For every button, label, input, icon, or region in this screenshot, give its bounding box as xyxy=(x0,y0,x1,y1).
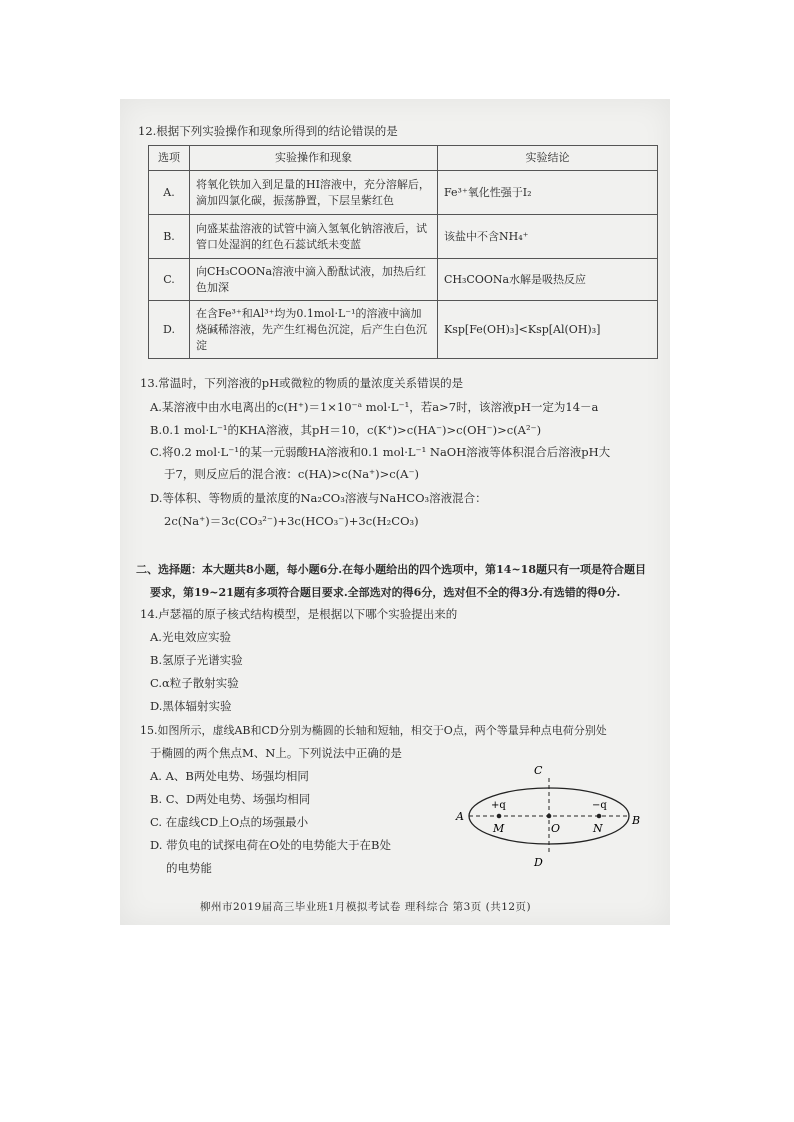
q15-option-d-line2: 的电势能 xyxy=(166,861,212,875)
table-row xyxy=(149,171,658,215)
q14-option-d: D.黑体辐射实验 xyxy=(150,699,232,713)
label-d: D xyxy=(534,856,543,868)
row-option: A. xyxy=(149,171,190,215)
q13-option-c-line2: 于7，则反应后的混合液：c(HA)>c(Na⁺)>c(A⁻) xyxy=(164,467,420,481)
focus-n-point xyxy=(597,814,602,819)
label-a: A xyxy=(456,810,464,823)
row-operation: 向盛某盐溶液的试管中滴入氢氧化钠溶液后，试管口处湿润的红色石蕊试纸未变蓝 xyxy=(190,215,438,259)
q13-option-c-line1: C.将0.2 mol·L⁻¹的某一元弱酸HA溶液和0.1 mol·L⁻¹ NaOH溶液等体积混合后溶液pH大 xyxy=(150,445,611,459)
label-m: M xyxy=(493,822,505,835)
q12-title: 12.根据下列实验操作和现象所得到的结论错误的是 xyxy=(138,124,398,138)
row-option: B. xyxy=(149,215,190,259)
row-operation: 在含Fe³⁺和Al³⁺均为0.1mol·L⁻¹的溶液中滴加烧碱稀溶液，先产生红褐色沉淀，后产生白色沉淀 xyxy=(190,301,438,359)
row-conclusion: Ksp[Fe(OH)₃]<Ksp[Al(OH)₃] xyxy=(438,301,658,359)
label-o: O xyxy=(551,822,561,835)
center-o-point xyxy=(547,814,552,819)
table-row xyxy=(149,301,658,359)
q15-title-line2: 于椭圆的两个焦点M、N上。下列说法中正确的是 xyxy=(150,746,402,760)
header-conclusion: 实验结论 xyxy=(438,146,658,171)
table-row xyxy=(149,215,658,259)
q13-option-d-line2: 2c(Na⁺)＝3c(CO₃²⁻)+3c(HCO₃⁻)+3c(H₂CO₃) xyxy=(164,514,419,528)
q14-option-c: C.α粒子散射实验 xyxy=(150,676,239,690)
row-conclusion: 该盐中不含NH₄⁺ xyxy=(438,215,658,259)
q13-title: 13.常温时，下列溶液的pH或微粒的物质的量浓度关系错误的是 xyxy=(140,376,464,390)
q15-title-line1: 15.如图所示，虚线AB和CD分别为椭圆的长轴和短轴，相交于O点，两个等量异种点电荷分别处 xyxy=(140,724,607,737)
q13-option-d-line1: D.等体积、等物质的量浓度的Na₂CO₃溶液与NaHCO₃溶液混合： xyxy=(150,491,487,505)
header-option: 选项 xyxy=(149,146,190,171)
q15-option-d-line1: D. 带负电的试探电荷在O处的电势能大于在B处 xyxy=(150,838,391,852)
header-operation: 实验操作和现象 xyxy=(190,146,438,171)
row-conclusion: Fe³⁺氧化性强于I₂ xyxy=(438,171,658,215)
section2-instruction-line2: 要求，第19~21题有多项符合题目要求.全部选对的得6分，选对但不全的得3分.有选错的得0分. xyxy=(150,586,621,599)
row-option: C. xyxy=(149,259,190,301)
q14-title: 14.卢瑟福的原子核式结构模型，是根据以下哪个实验提出来的 xyxy=(140,607,458,621)
q13-option-b: B.0.1 mol·L⁻¹的KHA溶液，其pH＝10，c(K⁺)>c(HA⁻)>c(OH⁻)>c(A²⁻) xyxy=(150,423,542,437)
section2-instruction-line1: 二、选择题：本大题共8小题，每小题6分.在每小题给出的四个选项中，第14~18题只有一项是符合题目 xyxy=(136,563,646,576)
q13-option-a: A.某溶液中由水电离出的c(H⁺)＝1×10⁻ᵃ mol·L⁻¹，若a>7时，该溶液pH一定为14－a xyxy=(150,400,599,414)
q15-option-c: C. 在虚线CD上O点的场强最小 xyxy=(150,815,309,829)
table-row xyxy=(149,259,658,301)
ellipse-charge-diagram xyxy=(450,756,660,868)
label-n: N xyxy=(593,822,603,835)
table-header-row xyxy=(149,146,658,171)
q14-option-b: B.氢原子光谱实验 xyxy=(150,653,243,667)
label-c: C xyxy=(534,764,543,777)
q12-table xyxy=(148,145,658,359)
row-option: D. xyxy=(149,301,190,359)
q14-option-a: A.光电效应实验 xyxy=(150,630,231,644)
q15-option-b: B. C、D两处电势、场强均相同 xyxy=(150,792,311,806)
page-footer: 柳州市2019届高三毕业班1月模拟考试卷 理科综合 第3页 (共12页) xyxy=(200,901,532,913)
row-operation: 向CH₃COONa溶液中滴入酚酞试液，加热后红色加深 xyxy=(190,259,438,301)
label-b: B xyxy=(632,814,641,827)
label-minus-q: −q xyxy=(592,800,607,811)
label-plus-q: +q xyxy=(491,800,506,811)
row-operation: 将氧化铁加入到足量的HI溶液中，充分溶解后，滴加四氯化碳，振荡静置，下层呈紫红色 xyxy=(190,171,438,215)
row-conclusion: CH₃COONa水解是吸热反应 xyxy=(438,259,658,301)
focus-m-point xyxy=(497,814,502,819)
q15-option-a: A. A、B两处电势、场强均相同 xyxy=(150,769,309,783)
